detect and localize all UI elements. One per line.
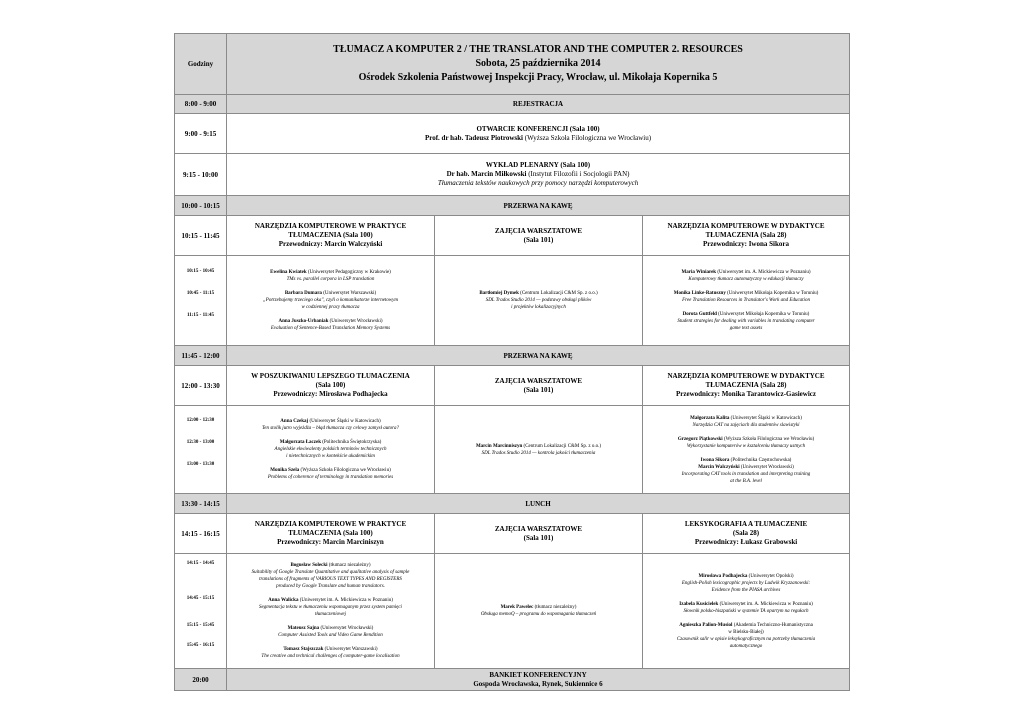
- session-title-c: [643, 216, 850, 256]
- talk-item: [230, 625, 431, 639]
- venue-line: Ośrodek Szkolenia Państwowej Inspekcji Pracy, Wrocław, ul. Mikołaja Kopernika 5: [358, 72, 718, 83]
- slot-times: [175, 554, 227, 669]
- talk-title: tłumaczeniowej: [314, 612, 347, 617]
- session-title-c: [643, 514, 850, 554]
- slot-time: 15:45 - 16:15: [186, 643, 215, 648]
- talk-title: produced by Google Translate and human translators.: [276, 584, 385, 589]
- speaker-name: Marcin Walczyński: [698, 464, 740, 470]
- opening-cell: [227, 114, 850, 154]
- talks-a: [227, 406, 435, 494]
- speaker-affiliation: (Centrum Lokalizacji C&M Sp. z o.o.): [522, 443, 602, 449]
- talks-c: [643, 256, 850, 346]
- talks-a: [227, 554, 435, 669]
- talk-title: „Potrzebujemy trzeciego oka", czyli o komunikatorze internetowym: [263, 298, 398, 303]
- plenary-title: WYKŁAD PLENARNY (Sala 100): [485, 161, 591, 169]
- time-cell: 8:00 - 9:00: [175, 95, 227, 114]
- session-line: NARZĘDZIA KOMPUTEROWE W PRAKTYCE: [254, 520, 407, 528]
- speaker-affiliation: (Politechnika Świętokrzyska): [320, 440, 382, 445]
- session-title-b: [435, 366, 643, 406]
- talk-title: translations of fragments of VARIOUS TEXT TYPES AND REGISTERS: [259, 577, 402, 582]
- time-cell: 10:00 - 10:15: [175, 196, 227, 216]
- hours-column-label: Godziny: [175, 34, 227, 95]
- talks-b: [435, 554, 643, 669]
- talk-item: [438, 290, 639, 311]
- talks-a: [227, 256, 435, 346]
- talk-item: [646, 290, 846, 304]
- session-header-row: [175, 514, 850, 554]
- slot-time: 14:45 - 15:15: [186, 596, 215, 601]
- session-line: W POSZUKIWANIU LEPSZEGO TŁUMACZENIA: [251, 372, 410, 380]
- session-line: ZAJĘCIA WARSZTATOWE: [494, 524, 583, 533]
- plenary-speaker-line: [230, 170, 846, 179]
- talk-title: Narzędzia CAT na zajęciach dla studentów slawistyki: [692, 422, 800, 428]
- slot-times: [175, 406, 227, 494]
- talk-item: [646, 311, 846, 332]
- speaker-affiliation: (Uniwersytet Mikołaja Kopernika w Toruniu): [716, 312, 810, 317]
- talk-title: game text assets: [729, 326, 763, 331]
- session-chair: Przewodniczy: Łukasz Grabowski: [694, 538, 798, 546]
- speaker-name: Barbara Dumara: [284, 291, 322, 296]
- talk-item: [438, 443, 639, 457]
- talk-title: Evaluation of Sentence-Based Translation Memory Systems: [270, 326, 391, 331]
- talks-b: [435, 406, 643, 494]
- session-line: (Sala 101): [523, 533, 554, 542]
- speaker-name: Dr hab. Marcin Miłkowski: [446, 170, 527, 178]
- speaker-name: Mateusz Sajna: [287, 626, 320, 631]
- slot-time: 12:30 - 13:00: [186, 439, 215, 445]
- speaker-name: Anna Juszko-Urbaniak: [278, 319, 329, 324]
- speaker-name: Ewelina Kwiatek: [270, 270, 307, 275]
- speaker-affiliation: (Uniwersytet Wrocławski): [328, 319, 383, 324]
- speaker-affiliation: (tłumacz niezależny): [533, 605, 577, 610]
- speaker-name: Bogusław Solecki: [290, 563, 328, 568]
- speaker-affiliation: (Akademia Techniczno-Humanistyczna: [732, 622, 813, 628]
- session-title-a: [227, 216, 435, 256]
- time-cell: 20:00: [175, 669, 227, 691]
- program-table: [174, 33, 850, 691]
- talks-c: [643, 406, 850, 494]
- speaker-name: Iwona Sikora: [700, 457, 730, 463]
- speaker-affiliation: (Uniwersytet Śląski w Katowicach): [308, 419, 381, 424]
- time-cell: 13:30 - 14:15: [175, 494, 227, 514]
- session-line: NARZĘDZIA KOMPUTEROWE W DYDAKTYCE: [667, 222, 825, 230]
- talk-item: [646, 436, 846, 450]
- speaker-name: Małgorzata Łaczek: [279, 440, 321, 445]
- speaker-name: Bartłomiej Dymek: [479, 291, 519, 296]
- slot-time: 11:15 - 11:45: [187, 312, 214, 318]
- talk-title: w codziennej pracy tłumacza: [301, 305, 360, 310]
- speaker-name: Marcin Marcinniszyn: [475, 443, 523, 449]
- talk-title: Problems of coherence of terminology in translation memories: [267, 475, 394, 480]
- banquet-title: BANKIET KONFERENCYJNY: [489, 670, 587, 679]
- speaker-affiliation: (Politechnika Częstochowska): [729, 457, 792, 463]
- talk-item: [230, 439, 431, 460]
- banquet-cell: [227, 669, 850, 691]
- slot-times: [175, 256, 227, 346]
- talk-title: automatycznego: [729, 643, 763, 649]
- talk-title: SDL Trados Studio 2014 — kontrola jakości tłumaczenia: [481, 450, 596, 456]
- slot-time: 10:45 - 11:15: [186, 290, 215, 296]
- speaker-affiliation: (Uniwersytet im. A. Mickiewicza w Poznaniu): [298, 598, 393, 603]
- speaker-name: Maria Winiarek: [681, 270, 717, 275]
- lunch-row: [175, 494, 850, 514]
- banquet-venue: Gospoda Wrocławska, Rynek, Sukiennice 6: [473, 679, 603, 688]
- speaker-affiliation: (Uniwersytet Warszawski): [321, 291, 377, 296]
- session-title-a: [227, 366, 435, 406]
- session-chair: Przewodniczy: Iwona Sikora: [703, 240, 789, 248]
- speaker-affiliation: (Uniwersytet Warszawski): [323, 647, 378, 652]
- talk-title: Ten stolik jutro wyjeżdża – błąd tłumacza czy celowy zamysł autora?: [261, 426, 400, 431]
- talk-title: The creative and technical challenges of computer-game localisation: [261, 654, 400, 659]
- talk-title: English-Polish lexicographic projects by Ludwik Kryzzanowski:: [681, 580, 811, 586]
- time-cell: 9:00 - 9:15: [175, 114, 227, 154]
- speaker-affiliation: (Uniwersytet im. A. Mickiewicza w Poznaniu): [716, 270, 811, 275]
- session-talks-row: [175, 256, 850, 346]
- time-cell: 10:15 - 11:45: [175, 216, 227, 256]
- plenary-row: [175, 154, 850, 196]
- slot-time: 10:15 - 10:45: [186, 268, 215, 274]
- session-title-b: [435, 514, 643, 554]
- date-line: Sobota, 25 października 2014: [475, 58, 601, 69]
- talk-item: [230, 597, 431, 618]
- speaker-affiliation: (Uniwersytet Wrocławski): [319, 626, 374, 631]
- talk-title: Computer Assisted Tools and Video Game Rendition: [278, 633, 383, 638]
- speaker-name: Monika Linke-Ratuszny: [673, 291, 726, 296]
- talk-title: SDL Trados Studio 2014 — podstawy obsługi plików: [485, 298, 592, 303]
- speaker-affiliation: w Bielsku-Białej): [728, 629, 764, 635]
- coffee-break-label: PRZERWA NA KAWĘ: [227, 196, 850, 216]
- talk-item: [230, 646, 431, 660]
- talk-title: Obsługa memoQ – programu do wspomagania tłumaczeń: [480, 612, 597, 617]
- session-line: TŁUMACZENIA (Sala 100): [288, 529, 373, 537]
- talk-title: Wykorzystanie komputerów w kształceniu tłumaczy ustnych: [686, 443, 806, 449]
- talk-title: Segmentacja tekstu w tłumaczeniu wspomaganym przez system pamięci: [259, 605, 402, 610]
- session-line: NARZĘDZIA KOMPUTEROWE W PRAKTYCE: [254, 222, 407, 230]
- coffee-break-row: [175, 196, 850, 216]
- session-chair: Przewodniczy: Monika Tarantowicz-Gasiewicz: [676, 390, 816, 398]
- speaker-name: Mirosława Podhajecka: [698, 573, 748, 579]
- speaker-name: Anna Czekaj: [280, 419, 309, 424]
- slot-time: 12:00 - 12:30: [186, 417, 215, 423]
- time-cell: 11:45 - 12:00: [175, 346, 227, 366]
- speaker-name: Anna Walicka: [268, 598, 299, 603]
- plenary-talk-title: Tłumaczenia tekstów naukowych przy pomocy narzędzi komputerowych: [437, 179, 639, 187]
- session-line: (Sala 28): [732, 529, 760, 537]
- lunch-label: LUNCH: [227, 494, 850, 514]
- talk-item: [646, 269, 846, 283]
- session-line: NARZĘDZIA KOMPUTEROWE W DYDAKTYCE: [667, 372, 825, 380]
- talk-item: [646, 415, 846, 429]
- talk-item: [646, 601, 846, 615]
- session-line: (Sala 100): [315, 381, 346, 389]
- talk-title: i projektów lokalizacyjnych: [511, 305, 566, 310]
- session-header-row: [175, 366, 850, 406]
- speaker-affiliation: (Instytut Filozofii i Socjologii PAN): [526, 170, 630, 178]
- conference-title: [227, 34, 850, 95]
- speaker-name: Izabela Kusicielek: [679, 601, 719, 607]
- speaker-affiliation: (tłumacz niezależny): [327, 563, 371, 568]
- session-chair: Przewodniczy: Marcin Walczyński: [278, 240, 383, 248]
- speaker-affiliation: (Uniwersytet Wrocławski): [739, 464, 794, 470]
- speaker-affiliation: (Wyższa Szkoła Filologiczna we Wrocławiu): [722, 436, 815, 442]
- talks-b: [435, 256, 643, 346]
- session-title-b: [435, 216, 643, 256]
- talk-title: TMs vs. parallel corpora in LSP translation: [286, 277, 375, 282]
- talk-title: Student strategies for dealing with variables in translating computer: [677, 319, 815, 324]
- registration-row: [175, 95, 850, 114]
- talk-title: Free Translation Resources in Translator's Work and Education: [682, 298, 810, 303]
- session-line: TŁUMACZENIA (Sala 28): [705, 381, 787, 389]
- speaker-name: Marek Pawelec: [500, 605, 534, 610]
- talk-item: [230, 467, 431, 481]
- speaker-affiliation: (Centrum Lokalizacji C&M Sp. z o.o.): [518, 291, 598, 296]
- slot-time: 13:00 - 13:30: [186, 461, 215, 467]
- speaker-affiliation: (Wyższa Szkoła Filologiczna we Wrocławiu): [523, 133, 652, 142]
- speaker-name: Tomasz Stajszczak: [283, 647, 324, 652]
- coffee-break-row: [175, 346, 850, 366]
- session-line: (Sala 101): [523, 235, 554, 244]
- talks-c: [643, 554, 850, 669]
- session-title-a: [227, 514, 435, 554]
- slot-time: 14:15 - 14:45: [186, 561, 215, 566]
- speaker-affiliation: (Uniwersytet Pedagogiczny w Krakowie): [306, 270, 391, 275]
- session-title-c: [643, 366, 850, 406]
- speaker-affiliation: (Uniwersytet Śląski w Katowicach): [729, 415, 802, 421]
- talk-title: Suitability of Google Translate Quantitative and qualitative analysis of sample: [251, 570, 410, 575]
- talk-title: at the B.A. level: [730, 478, 762, 484]
- session-line: (Sala 101): [523, 385, 554, 394]
- talk-item: [438, 604, 639, 618]
- session-talks-row: [175, 406, 850, 494]
- talk-title: Angielskie ekwiwalenty polskich terminów technicznych: [274, 447, 387, 452]
- slot-time: 15:15 - 15:45: [186, 623, 215, 628]
- talk-title: Słownik polsko-hiszpański w systemie TA opartym na regułach: [683, 608, 809, 614]
- time-cell: 12:00 - 13:30: [175, 366, 227, 406]
- registration-label: REJESTRACJA: [227, 95, 850, 114]
- session-line: ZAJĘCIA WARSZTATOWE: [494, 376, 583, 385]
- talk-item: [230, 269, 431, 283]
- talk-item: [646, 622, 846, 650]
- talk-title: i nietechnicznych w kontekście akademickim: [286, 454, 375, 459]
- plenary-cell: [227, 154, 850, 196]
- speaker-affiliation: (Wyższa Szkoła Filologiczna we Wrocławiu): [299, 468, 391, 473]
- session-chair: Przewodniczy: Mirosława Podhajecka: [273, 390, 388, 398]
- title-line: TŁUMACZ A KOMPUTER 2 / THE TRANSLATOR AND THE COMPUTER 2. RESOURCES: [333, 44, 743, 55]
- speaker-name: Grzegorz Piątkowski: [677, 436, 723, 442]
- banquet-row: [175, 669, 850, 691]
- session-line: TŁUMACZENIA (Sala 28): [705, 231, 787, 239]
- talk-item: [230, 418, 431, 432]
- session-header-row: [175, 216, 850, 256]
- talk-item: [230, 562, 431, 590]
- speaker-affiliation: (Uniwersytet Opolski): [747, 573, 794, 579]
- talk-title: Komputerowy tłumacz automatyczny w edukacji tłumaczy: [688, 277, 804, 282]
- opening-title: OTWARCIE KONFERENCJI (Sala 100): [476, 124, 600, 133]
- session-talks-row: [175, 554, 850, 669]
- talk-item: [646, 573, 846, 594]
- session-line: TŁUMACZENIA (Sala 100): [288, 231, 373, 239]
- time-cell: 9:15 - 10:00: [175, 154, 227, 196]
- time-cell: 14:15 - 16:15: [175, 514, 227, 554]
- speaker-name: Prof. dr hab. Tadeusz Piotrowski: [424, 133, 523, 142]
- talk-item: [230, 318, 431, 332]
- talk-title: Evidence from the PIASA archives: [711, 587, 781, 593]
- session-line: ZAJĘCIA WARSZTATOWE: [494, 226, 583, 235]
- speaker-name: Agnieszka Palion-Musiol: [679, 622, 733, 628]
- opening-row: [175, 114, 850, 154]
- opening-speaker-line: [230, 134, 846, 143]
- talk-item: [230, 290, 431, 311]
- talk-title: Incorporating CAT tools in translation and interpreting training: [681, 471, 811, 477]
- session-line: LEKSYKOGRAFIA A TŁUMACZENIE: [684, 520, 808, 528]
- talk-item: [646, 457, 846, 485]
- speaker-name: Dorota Guttfeld: [682, 312, 717, 317]
- speaker-affiliation: (Uniwersytet im. A. Mickiewicza w Poznaniu): [718, 601, 813, 607]
- speaker-name: Małgorzata Kalita: [690, 415, 730, 421]
- header-row: [175, 34, 850, 95]
- coffee-break-label: PRZERWA NA KAWĘ: [227, 346, 850, 366]
- speaker-affiliation: (Uniwersytet Mikołaja Kopernika w Toruniu): [725, 291, 819, 296]
- speaker-name: Monika Szela: [270, 468, 300, 473]
- talk-title: Czasownik salir w opisie leksykograficznym na potrzeby tłumaczenia: [676, 636, 816, 642]
- session-chair: Przewodniczy: Marcin Marciniszyn: [277, 538, 384, 546]
